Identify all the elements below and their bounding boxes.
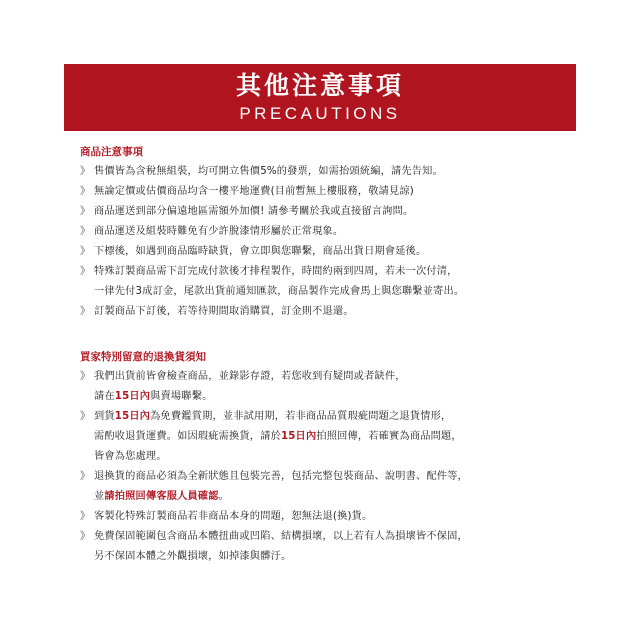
- highlight-text: 15日內: [114, 411, 151, 422]
- bullet-icon: 》: [80, 471, 91, 482]
- list-item-text: 為免費鑑賞期，並非試用期，若非商品品質瑕疵問題之退貨情形，: [150, 411, 452, 422]
- bullet-icon: 》: [80, 206, 91, 217]
- list-item-continuation: [80, 387, 580, 407]
- list-item: [80, 222, 580, 242]
- list-item-text: 特殊訂製商品需下訂完成付款後才排程製作，時間約兩到四周，若未一次付清，: [94, 266, 458, 277]
- list-item: [80, 407, 580, 427]
- list-item-continuation: [80, 282, 580, 302]
- list-item: [80, 302, 580, 322]
- list-item-text: 我們出貨前皆會檢查商品，並錄影存證，若您收到有疑問或者缺件，: [94, 371, 406, 382]
- bullet-icon: 》: [80, 186, 91, 197]
- list-item-text: 客製化特殊訂製商品若非商品本身的問題，恕無法退(換)貨。: [94, 511, 373, 522]
- header-banner: [64, 64, 576, 131]
- list-item-text: 一律先付3成訂金，尾款出貨前通知匯款，商品製作完成會馬上與您聯繫並寄出。: [94, 286, 465, 297]
- list-item: [80, 367, 580, 387]
- list-item-text: 請在: [94, 391, 115, 402]
- highlight-text: 15日內: [114, 391, 151, 402]
- list-item: [80, 527, 580, 547]
- list-item: [80, 467, 580, 487]
- list-item-text: 無論定價或估價商品均含一樓平地運費(目前暫無上樓服務，敬請見諒): [94, 186, 414, 197]
- list-item: [80, 507, 580, 527]
- section-heading-return-notes: 買家特別留意的退換貨須知: [80, 351, 206, 363]
- page-subtitle: PRECAUTIONS: [239, 104, 401, 123]
- list-item-text: 訂製商品下訂後，若等待期間取消購買，訂金則不退還。: [94, 306, 354, 317]
- list-item: [80, 262, 580, 282]
- section-heading-product-notes: 商品注意事項: [80, 146, 143, 158]
- list-item-text: 另不保固本體之外觀損壞，如掉漆與髒汙。: [94, 551, 292, 562]
- list-item-text: 售價皆為含稅無組裝，均可開立售價5%的發票，如需抬頭統編，請先告知。: [94, 166, 443, 177]
- list-item-text: 商品運送到部分偏遠地區需額外加價! 請參考關於我或直接留言詢問。: [94, 206, 414, 217]
- bullet-icon: 》: [80, 246, 91, 257]
- bullet-icon: 》: [80, 306, 91, 317]
- list-item-text: 免費保固範圍包含商品本體扭曲或凹陷、結構損壞，以上若有人為損壞皆不保固，: [94, 531, 468, 542]
- highlight-text: 請拍照回傳客服人員確認: [104, 491, 219, 502]
- list-item-text: 。: [218, 491, 230, 502]
- bullet-icon: 》: [80, 411, 91, 422]
- page-title: 其他注意事項: [235, 71, 404, 100]
- list-item-text: 並: [94, 491, 105, 502]
- list-item-text: 拍照回傳，若確實為商品問題，: [316, 431, 462, 442]
- list-item-text: 皆會為您處理。: [94, 451, 167, 462]
- bullet-icon: 》: [80, 266, 91, 277]
- list-item-continuation: [80, 427, 580, 447]
- list-item-text: 退換貨的商品必須為全新狀態且包裝完善，包括完整包裝商品、說明書、配件等，: [94, 471, 468, 482]
- list-item-text: 商品運送及組裝時難免有少許脫漆情形屬於正常現象。: [94, 226, 344, 237]
- list-item: [80, 182, 580, 202]
- list-item-text: 需酌收退貨運費。如因瑕疵需換貨，請於: [94, 431, 281, 442]
- bullet-icon: 》: [80, 371, 91, 382]
- list-item-continuation: [80, 547, 580, 567]
- highlight-text: 15日內: [280, 431, 317, 442]
- list-item-text: 與賣場聯繫。: [150, 391, 213, 402]
- bullet-icon: 》: [80, 226, 91, 237]
- list-item-text: 下標後，如遇到商品臨時缺貨，會立即與您聯繫，商品出貨日期會延後。: [94, 246, 427, 257]
- list-item-continuation: [80, 447, 580, 467]
- list-item: [80, 202, 580, 222]
- bullet-icon: 》: [80, 511, 91, 522]
- list-item-continuation: [80, 487, 580, 507]
- bullet-icon: 》: [80, 166, 91, 177]
- notes-content: [80, 142, 580, 567]
- list-item: [80, 162, 580, 182]
- bullet-icon: 》: [80, 531, 91, 542]
- list-item-text: 到貨: [94, 411, 115, 422]
- list-item: [80, 242, 580, 262]
